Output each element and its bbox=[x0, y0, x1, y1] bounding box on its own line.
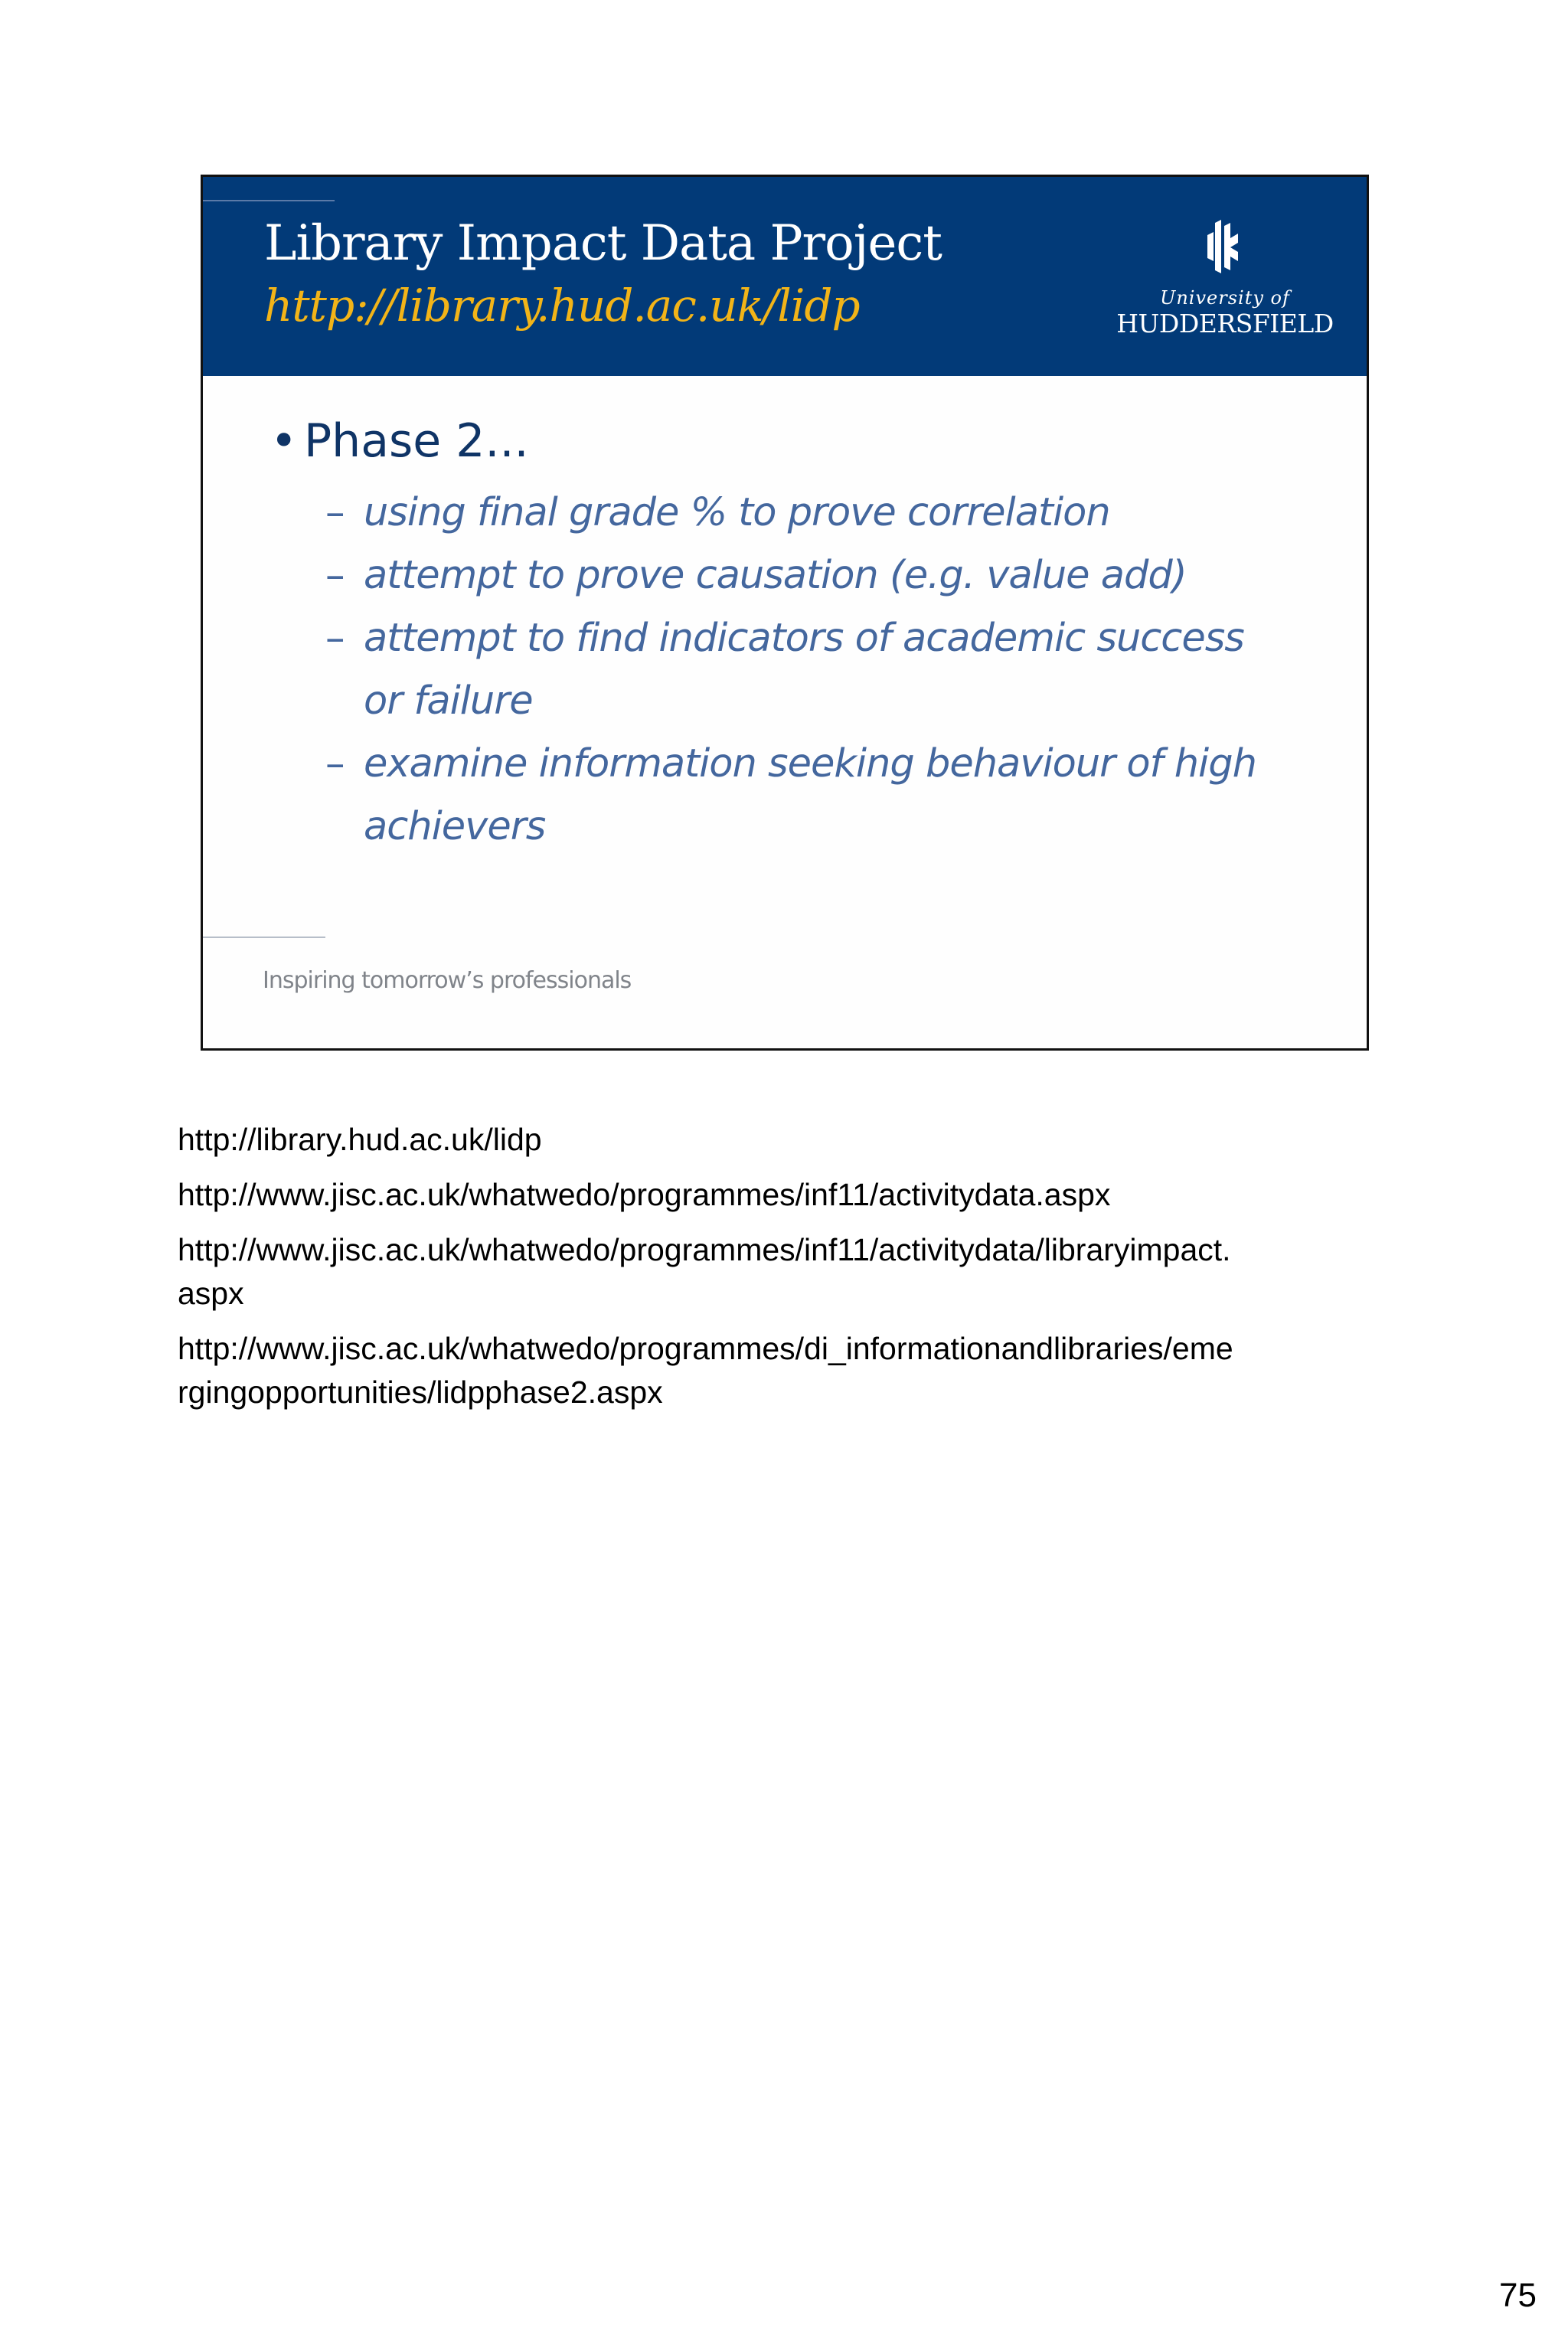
dash-symbol: – bbox=[325, 553, 345, 598]
reference-link[interactable]: http://www.jisc.ac.uk/whatwedo/programmes/inf11/activitydata/libraryimpact. aspx bbox=[178, 1232, 1231, 1311]
sub-bullet-item bbox=[325, 544, 1321, 607]
slide-thumbnail bbox=[201, 175, 1369, 1051]
sub-bullet-text: examine information seeking behaviour of high achievers bbox=[364, 741, 1256, 849]
header-divider bbox=[203, 200, 335, 201]
slide-footer: Inspiring tomorrow’s professionals bbox=[263, 967, 632, 994]
sub-bullet-text: using final grade % to prove correlation bbox=[364, 490, 1110, 535]
university-crest-icon bbox=[1204, 220, 1241, 273]
main-bullet bbox=[270, 414, 529, 468]
reference-link[interactable]: http://library.hud.ac.uk/lidp bbox=[178, 1122, 542, 1157]
sub-bullet-item bbox=[325, 607, 1267, 733]
dash-symbol: – bbox=[325, 741, 345, 786]
sub-bullet-item bbox=[325, 733, 1267, 858]
sub-bullet-text: attempt to find indicators of academic success or failure bbox=[364, 616, 1244, 724]
main-bullet-label: Phase 2... bbox=[304, 414, 529, 468]
slide-title: Library Impact Data Project bbox=[264, 215, 942, 272]
sub-bullet-item bbox=[325, 482, 1321, 544]
slide-url: http://library.hud.ac.uk/lidp bbox=[264, 279, 860, 332]
dash-symbol: – bbox=[325, 616, 345, 661]
footer-divider bbox=[203, 937, 325, 938]
logo-text-line2: HUDDERSFIELD bbox=[1116, 309, 1334, 338]
sub-bullet-text: attempt to prove causation (e.g. value add) bbox=[364, 553, 1187, 598]
reference-link[interactable]: http://www.jisc.ac.uk/whatwedo/programmes/di_informationandlibraries/eme rgingopportunities/lidpphase2.aspx bbox=[178, 1331, 1233, 1410]
sub-bullet-list bbox=[325, 482, 1321, 858]
logo-text-line1: University of bbox=[1160, 287, 1290, 309]
slide-header bbox=[203, 177, 1367, 376]
bullet-symbol: • bbox=[270, 414, 298, 468]
notes-links bbox=[178, 1118, 1403, 1426]
dash-symbol: – bbox=[325, 490, 345, 535]
reference-link[interactable]: http://www.jisc.ac.uk/whatwedo/programmes/inf11/activitydata.aspx bbox=[178, 1177, 1111, 1212]
university-logo bbox=[1114, 220, 1336, 342]
page-number: 75 bbox=[1499, 2277, 1537, 2314]
